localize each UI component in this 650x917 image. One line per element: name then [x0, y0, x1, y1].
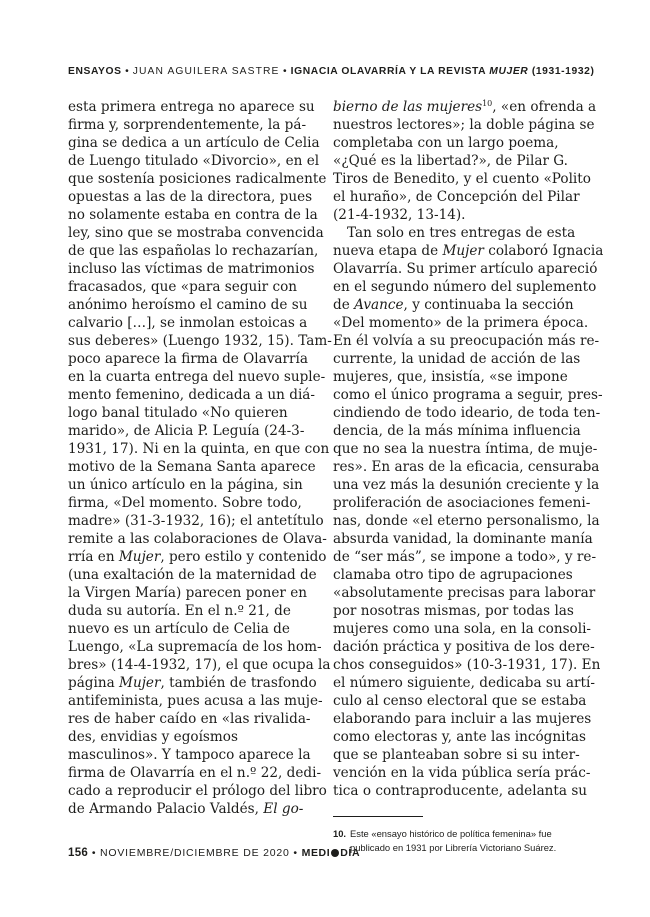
text-run: incluso las víctimas de matrimonios [68, 261, 315, 277]
text-run: de que las españolas lo rechazarían, [68, 243, 319, 259]
text-line [333, 566, 591, 584]
text-line [68, 494, 320, 512]
text-run: calvario […], se inmolan estoicas a [68, 315, 308, 331]
text-run: Tan solo en tres entregas de esta [347, 225, 576, 241]
text-line [333, 242, 604, 260]
text-run: rría en [68, 549, 119, 565]
text-line [333, 386, 603, 404]
text-line [68, 98, 320, 116]
text-run: nas, donde «el eterno personalismo, la [333, 513, 600, 529]
text-run: nuevo es un artículo de Celia de [68, 621, 290, 637]
text-line [68, 710, 320, 728]
footnote-number: 10. [333, 828, 347, 839]
text-run: firma y, sorprendentemente, la pá- [68, 117, 307, 133]
text-line [333, 278, 597, 296]
text-line [333, 476, 600, 494]
text-run: por nosotras mismas, por todas las [333, 603, 574, 619]
text-run: En él volvía a su preocupación más re- [333, 333, 600, 349]
text-line [68, 242, 320, 260]
text-line [333, 638, 595, 656]
text-line [68, 746, 320, 764]
text-line [68, 674, 320, 692]
text-run: Tiros de Benedito, y el cuento «Polito [333, 171, 591, 187]
text-run: vención en la vida pública sería prác- [333, 765, 591, 781]
text-line [68, 602, 320, 620]
text-run: marido», de Alicia P. Leguía (24-3- [68, 423, 305, 439]
text-run: en el segundo número del suplemento [333, 279, 597, 295]
text-run: elaborando para incluir a las mujeres [333, 711, 592, 727]
text-line [68, 512, 324, 530]
text-run: esta primera entrega no aparece su [68, 99, 315, 115]
text-line [68, 530, 327, 548]
text-run: currente, la unidad de acción de las [333, 351, 581, 367]
text-line [333, 710, 591, 728]
text-line [333, 692, 591, 710]
text-line [333, 512, 600, 530]
text-run: nuestros lectores»; la doble página se [333, 117, 595, 133]
text-line [68, 782, 327, 800]
page-number: 156 [68, 847, 89, 859]
text-line [68, 548, 327, 566]
text-run: culo al censo electoral que se estaba [333, 693, 587, 709]
text-line [68, 638, 320, 656]
text-run: 1931, 17). Ni en la quinta, en que con [68, 441, 330, 457]
text-line [333, 602, 591, 620]
text-line [333, 98, 597, 116]
text-line [68, 332, 332, 350]
header-separator: • [125, 66, 130, 77]
text-line [68, 728, 320, 746]
text-line [68, 764, 320, 782]
text-run: tica o contraproducente, adelanta su [333, 783, 588, 799]
text-run: que sostenía posiciones radicalmente [68, 171, 327, 187]
text-line [68, 440, 330, 458]
text-line [68, 620, 320, 638]
text-run: que se planteaban sobre si su inter- [333, 747, 580, 763]
text-run: , y continuaba la sección [403, 297, 574, 313]
header-section: ENSAYOS [68, 66, 122, 77]
text-run: duda su autoría. En el n.º 21, de [68, 603, 291, 619]
right-text-column [333, 98, 604, 800]
text-run: el número siguiente, dedicaba su artí- [333, 675, 595, 691]
footer-separator: • [91, 847, 97, 859]
text-line [333, 584, 596, 602]
text-line [333, 620, 591, 638]
text-line [333, 728, 591, 746]
text-run: nueva etapa de [333, 243, 443, 259]
text-line [333, 314, 591, 332]
text-run: Mujer [442, 243, 484, 259]
text-line [333, 170, 591, 188]
text-line [333, 782, 591, 800]
text-line [333, 134, 591, 152]
text-run: página [68, 675, 120, 691]
text-run: poco aparece la firma de Olavarría [68, 351, 308, 367]
text-run: dencia, de la más mínima influencia [333, 423, 581, 439]
text-run: Avance [354, 297, 404, 313]
text-line [333, 188, 591, 206]
text-run: Mujer [119, 675, 161, 691]
text-line [68, 566, 320, 584]
text-run: motivo de la Semana Santa aparece [68, 459, 316, 475]
text-run: masculinos». Y tampoco aparece la [68, 747, 311, 763]
text-run: fracasados, que «para seguir con [68, 279, 298, 295]
text-line [333, 440, 598, 458]
text-line [68, 296, 320, 314]
text-run: que no sea la nuestra íntima, de muje- [333, 441, 598, 457]
text-run: res». En aras de la eficacia, censuraba [333, 459, 600, 475]
text-line [333, 206, 591, 224]
text-run: , «en ofrenda a [492, 99, 597, 115]
text-line [333, 458, 600, 476]
text-run: como el único programa a seguir, pres- [333, 387, 603, 403]
text-run: cindiendo de todo ideario, de toda ten- [333, 405, 601, 421]
text-run: de [333, 297, 355, 313]
text-line [68, 404, 320, 422]
text-line [68, 314, 320, 332]
text-line [333, 260, 598, 278]
text-line [333, 746, 591, 764]
text-run: una vez más la desunión creciente y la [333, 477, 600, 493]
text-line [333, 674, 595, 692]
text-line [68, 368, 326, 386]
footnote-text-line: publicado en 1931 por Librería Victoriano Suárez. [350, 842, 557, 853]
text-line [68, 188, 320, 206]
text-run: anónimo heroísmo el camino de su [68, 297, 308, 313]
text-line [68, 458, 320, 476]
text-run: bierno de las mujeres [333, 99, 483, 115]
left-text-column [68, 98, 332, 818]
text-run: gina se dedica a un artículo de Celia [68, 135, 320, 151]
text-line [333, 152, 591, 170]
page-footer [68, 847, 468, 859]
text-line [68, 386, 320, 404]
text-run: des, envidias y egoísmos [68, 729, 238, 745]
text-line [68, 116, 320, 134]
footnote-text-line: Este «ensayo histórico de política femenina» fue [350, 828, 552, 839]
text-line [68, 656, 331, 674]
text-run: dación práctica y positiva de los dere- [333, 639, 595, 655]
logo-dot-icon [331, 849, 339, 857]
text-line [333, 548, 597, 566]
text-line [68, 350, 320, 368]
text-line [68, 170, 327, 188]
text-line [333, 332, 600, 350]
text-run: , también de trasfondo [160, 675, 317, 691]
text-run: proliferación de asociaciones femeni- [333, 495, 591, 511]
text-line [333, 422, 591, 440]
text-line [68, 476, 320, 494]
text-run: de Armando Palacio Valdés, [68, 801, 264, 817]
text-line [68, 278, 320, 296]
text-run: como electoras y, ante las incógnitas [333, 729, 586, 745]
text-line [68, 206, 320, 224]
text-run: madre» (31-3-1932, 16); el antetítulo [68, 513, 324, 529]
text-run: mento femenino, dedicada a un diá- [68, 387, 315, 403]
text-line [333, 350, 591, 368]
text-run: completaba con un largo poema, [333, 135, 559, 151]
running-header [68, 66, 595, 77]
magazine-logo: MEDI DÍA [301, 847, 361, 859]
text-run: , pero estilo y contenido [160, 549, 327, 565]
text-run: res de haber caído en «las rivalida- [68, 711, 311, 727]
text-line [68, 584, 320, 602]
text-run: mujeres, que, insistía, «se impone [333, 369, 568, 385]
header-separator: • [282, 66, 288, 77]
text-run: «absolutamente precisas para laborar [333, 585, 596, 601]
text-run: en la cuarta entrega del nuevo suple- [68, 369, 326, 385]
text-run: «Del momento» de la primera época. [333, 315, 589, 331]
text-run: opuestas a las de la directora, pues [68, 189, 313, 205]
text-line [68, 224, 324, 242]
text-run: remite a las colaboraciones de Olava- [68, 531, 327, 547]
text-run: ley, sino que se mostraba convencida [68, 225, 324, 241]
text-run: la Virgen María) parecen poner en [68, 585, 308, 601]
footer-separator: • [293, 847, 298, 859]
text-line [333, 224, 591, 242]
text-run: un único artículo en la página, sin [68, 477, 303, 493]
text-run: de Luengo titulado «Divorcio», en el [68, 153, 320, 169]
text-line [333, 368, 591, 386]
text-line [68, 800, 320, 818]
text-run: logo banal titulado «No quieren [68, 405, 288, 421]
text-run: de “ser más”, se impone a todo», y re- [333, 549, 597, 565]
text-run: clamaba otro tipo de agrupaciones [333, 567, 573, 583]
text-run: (una exaltación de la maternidad de [68, 567, 317, 583]
header-article-title: IGNACIA OLAVARRÍA Y LA REVISTA MUJER (1931-1932) [290, 66, 595, 77]
text-line [333, 530, 591, 548]
text-run: cado a reproducir el prólogo del libro [68, 783, 327, 799]
text-line [68, 152, 320, 170]
text-run: (21-4-1932, 13-14). [333, 207, 466, 223]
footnote-reference: 10 [482, 99, 493, 108]
text-line [333, 764, 591, 782]
text-run: colaboró Ignacia [483, 243, 604, 259]
text-run: Luengo, «La supremacía de los hom- [68, 639, 322, 655]
text-run: Mujer [118, 549, 161, 565]
footnote-divider [333, 816, 423, 817]
text-run: antifeminista, pues acusa a las muje- [68, 693, 323, 709]
text-line [333, 116, 595, 134]
issue-date: NOVIEMBRE/DICIEMBRE DE 2020 [100, 847, 290, 859]
text-run: firma de Olavarría en el n.º 22, dedi- [68, 765, 322, 781]
text-run: bres» (14-4-1932, 17), el que ocupa la [68, 657, 331, 673]
text-run: sus deberes» (Luengo 1932, 15). Tam- [68, 333, 332, 349]
text-run: mujeres como una sola, en la consoli- [333, 621, 592, 637]
text-run: «¿Qué es la libertad?», de Pilar G. [333, 153, 568, 169]
text-line [68, 134, 320, 152]
text-run: absurda vanidad, la dominante manía [333, 531, 593, 547]
text-run: El go- [263, 801, 304, 817]
text-line [68, 260, 320, 278]
text-line [333, 404, 601, 422]
text-run: firma, «Del momento. Sobre todo, [68, 495, 302, 511]
text-run: no solamente estaba en contra de la [68, 207, 318, 223]
text-line [333, 296, 591, 314]
text-run: el huraño», de Concepción del Pilar [333, 189, 580, 205]
text-run: chos conseguidos» (10-3-1931, 17). En [333, 657, 601, 673]
text-run: Olavarría. Su primer artículo apareció [333, 261, 598, 277]
text-line [333, 494, 591, 512]
header-author: JUAN AGUILERA SASTRE [132, 66, 280, 77]
text-line [68, 692, 323, 710]
text-line [68, 422, 320, 440]
text-line [333, 656, 601, 674]
